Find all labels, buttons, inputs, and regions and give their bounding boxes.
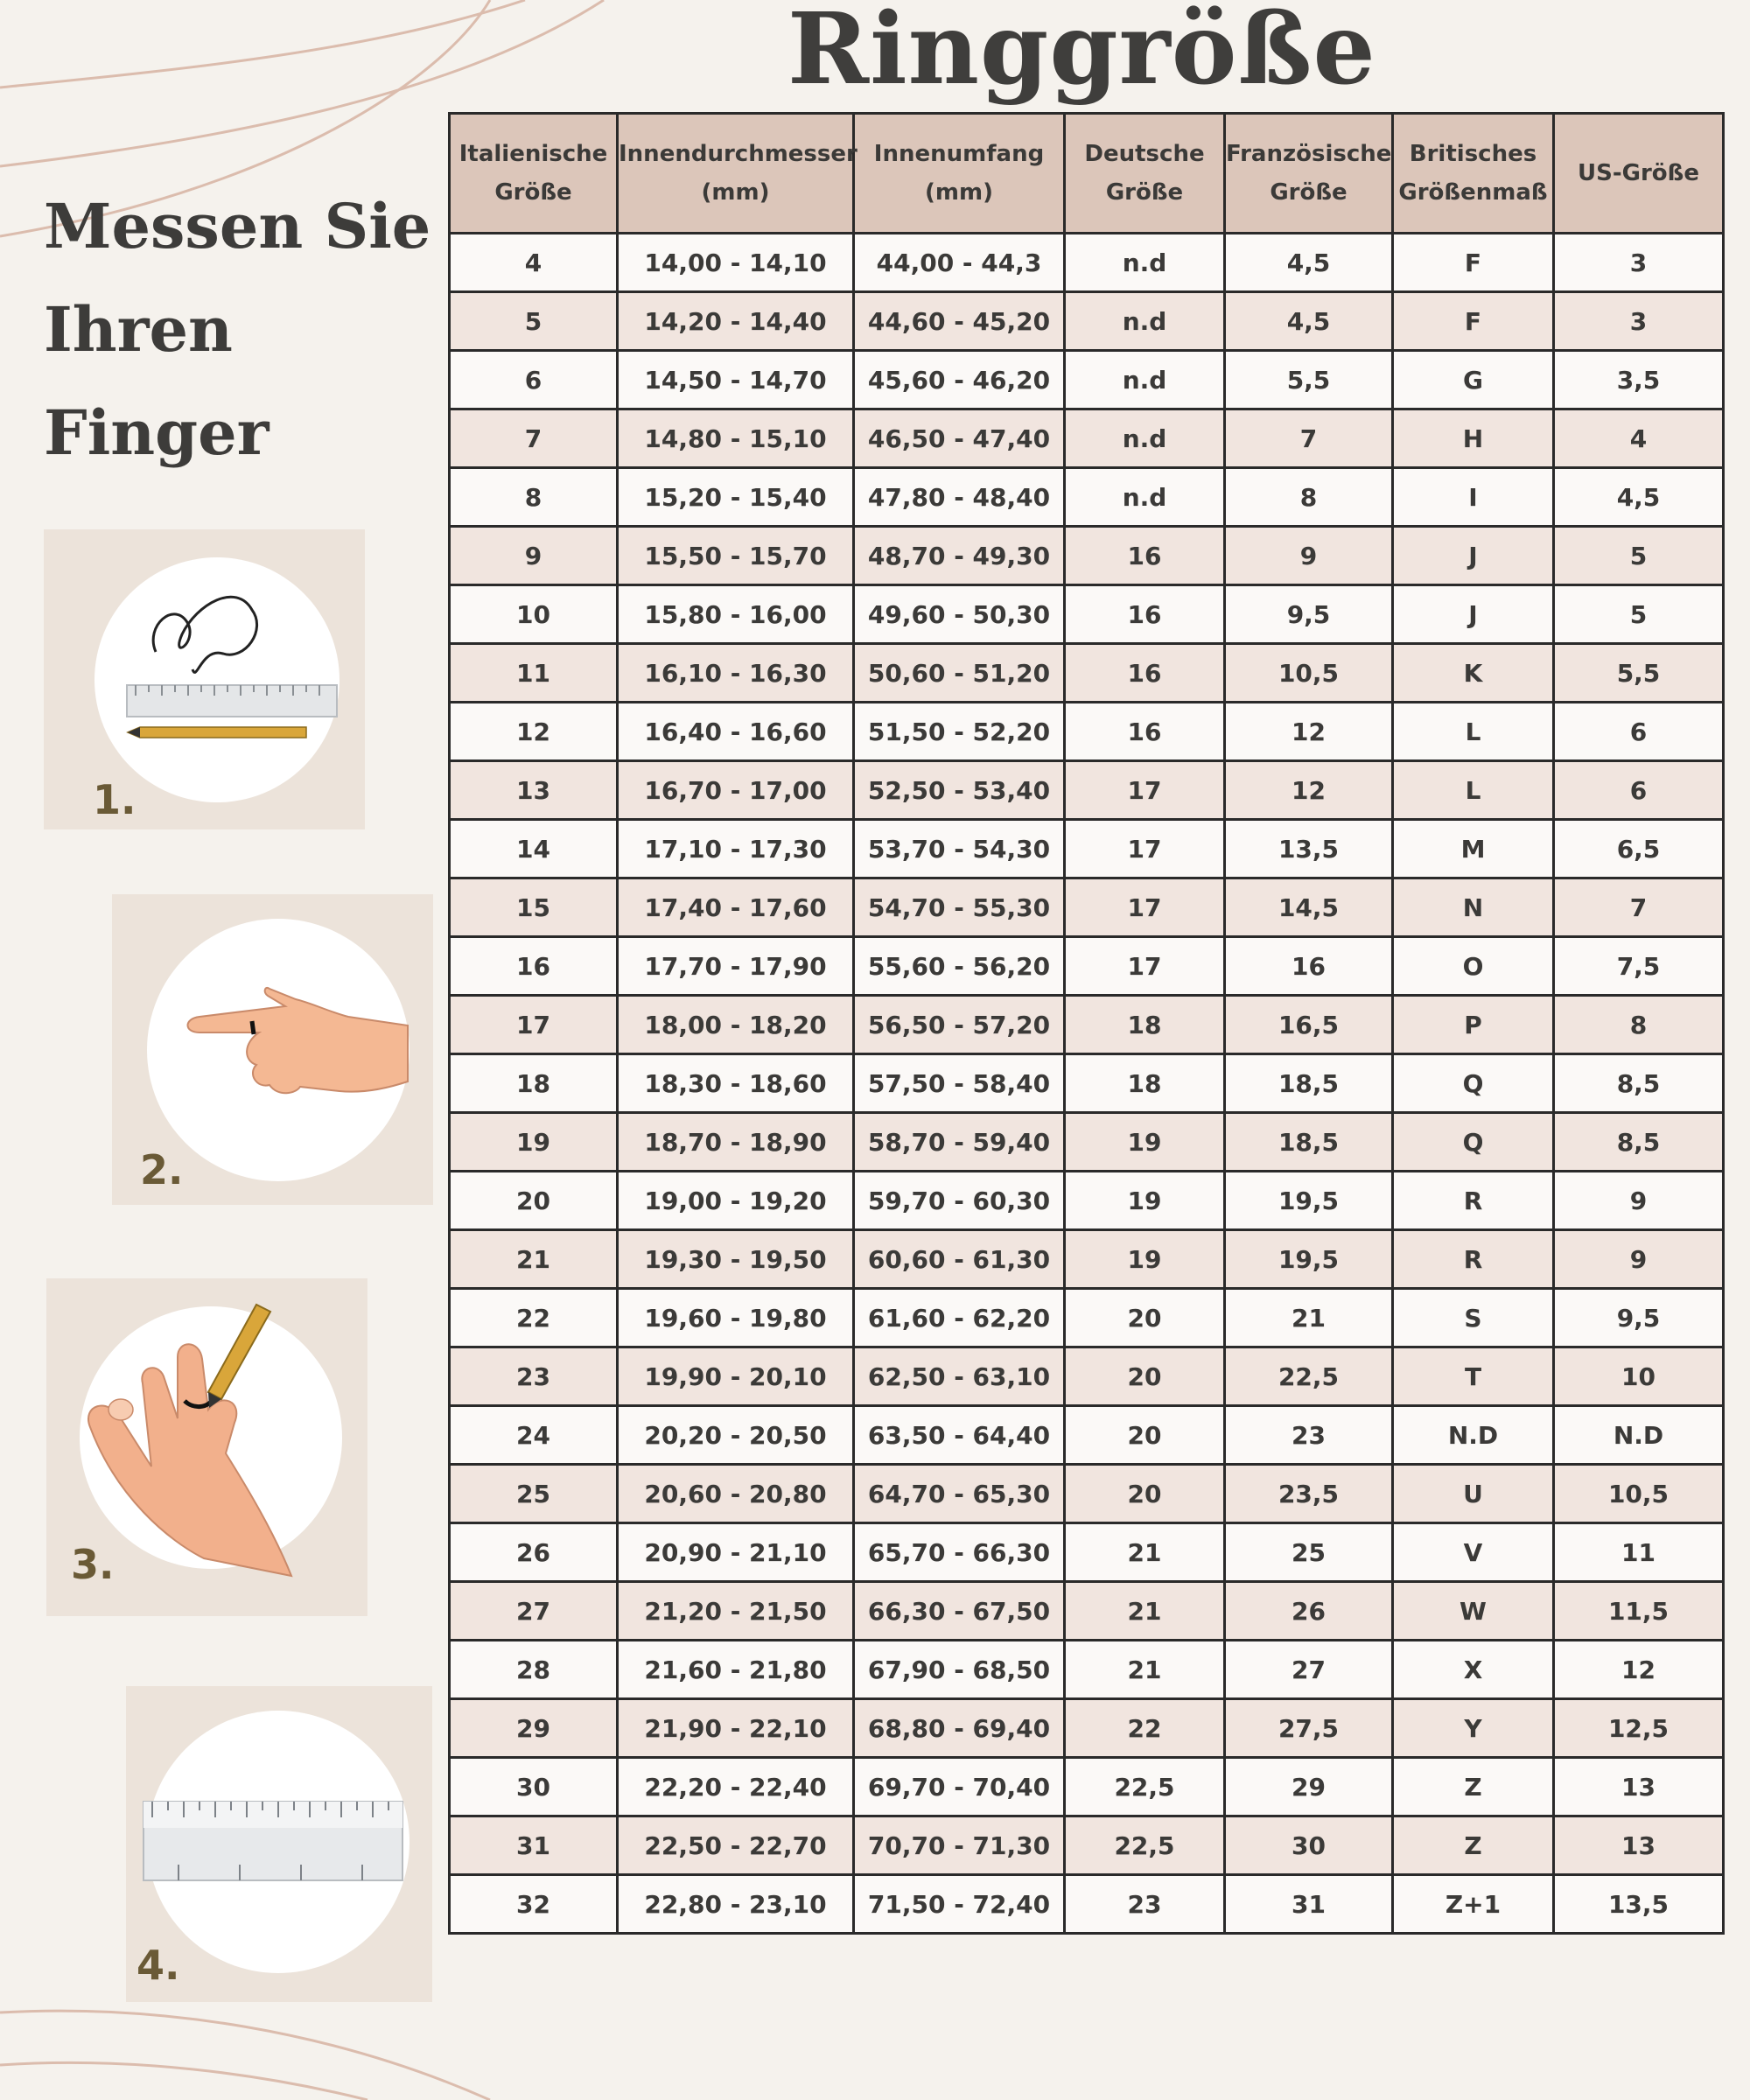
- table-cell: 19,30 - 19,50: [618, 1230, 854, 1289]
- table-cell: 64,70 - 65,30: [854, 1465, 1065, 1523]
- table-cell: 3,5: [1554, 351, 1724, 410]
- table-cell: 9,5: [1554, 1289, 1724, 1348]
- table-row: [450, 1875, 1724, 1934]
- table-row: [450, 1172, 1724, 1230]
- table-cell: 16: [1065, 644, 1225, 703]
- table-cell: 15,50 - 15,70: [618, 527, 854, 585]
- table-cell: 8: [1554, 996, 1724, 1054]
- table-cell: 11: [450, 644, 618, 703]
- table-cell: 29: [1225, 1758, 1393, 1816]
- table-cell: 12,5: [1554, 1699, 1724, 1758]
- table-row: [450, 1289, 1724, 1348]
- table-cell: 13,5: [1225, 820, 1393, 878]
- table-cell: 19: [1065, 1172, 1225, 1230]
- table-cell: 21: [450, 1230, 618, 1289]
- table-cell: 19,5: [1225, 1230, 1393, 1289]
- table-row: [450, 1230, 1724, 1289]
- table-cell: 44,60 - 45,20: [854, 292, 1065, 351]
- table-cell: 53,70 - 54,30: [854, 820, 1065, 878]
- table-cell: 19: [1065, 1113, 1225, 1172]
- table-cell: 52,50 - 53,40: [854, 761, 1065, 820]
- table-row: [450, 761, 1724, 820]
- table-cell: 22,5: [1225, 1348, 1393, 1406]
- table-cell: W: [1393, 1582, 1554, 1641]
- table-row: [450, 644, 1724, 703]
- table-cell: 7: [1225, 410, 1393, 468]
- table-cell: 22: [1065, 1699, 1225, 1758]
- table-cell: 4,5: [1225, 292, 1393, 351]
- table-cell: 60,60 - 61,30: [854, 1230, 1065, 1289]
- table-cell: 14: [450, 820, 618, 878]
- table-cell: 9: [1554, 1172, 1724, 1230]
- table-cell: 10: [1554, 1348, 1724, 1406]
- table-cell: 27: [1225, 1641, 1393, 1699]
- table-cell: 44,00 - 44,3: [854, 234, 1065, 292]
- table-cell: R: [1393, 1172, 1554, 1230]
- table-cell: 19,90 - 20,10: [618, 1348, 854, 1406]
- table-cell: 21: [1065, 1523, 1225, 1582]
- table-cell: 21: [1225, 1289, 1393, 1348]
- table-cell: V: [1393, 1523, 1554, 1582]
- table-cell: 12: [1225, 761, 1393, 820]
- table-row: [450, 410, 1724, 468]
- table-cell: 16,40 - 16,60: [618, 703, 854, 761]
- ring-size-table: [448, 112, 1725, 1935]
- table-cell: X: [1393, 1641, 1554, 1699]
- table-cell: 27,5: [1225, 1699, 1393, 1758]
- step-3-panel: [46, 1278, 368, 1616]
- table-cell: J: [1393, 527, 1554, 585]
- header-text: Französische: [1226, 141, 1392, 167]
- table-cell: 20,20 - 20,50: [618, 1406, 854, 1465]
- table-cell: 22,50 - 22,70: [618, 1816, 854, 1875]
- table-cell: 5: [1554, 585, 1724, 644]
- table-cell: n.d: [1065, 292, 1225, 351]
- table-cell: 16: [1065, 527, 1225, 585]
- table-cell: 10,5: [1554, 1465, 1724, 1523]
- table-cell: 9: [450, 527, 618, 585]
- table-row: [450, 703, 1724, 761]
- table-cell: Z: [1393, 1816, 1554, 1875]
- table-row: [450, 1348, 1724, 1406]
- table-cell: 69,70 - 70,40: [854, 1758, 1065, 1816]
- table-cell: 16,10 - 16,30: [618, 644, 854, 703]
- table-cell: 26: [450, 1523, 618, 1582]
- table-cell: G: [1393, 351, 1554, 410]
- table-cell: 22,5: [1065, 1816, 1225, 1875]
- table-cell: 14,00 - 14,10: [618, 234, 854, 292]
- table-cell: L: [1393, 703, 1554, 761]
- table-cell: K: [1393, 644, 1554, 703]
- table-row: [450, 1113, 1724, 1172]
- table-cell: 17,40 - 17,60: [618, 878, 854, 937]
- header-text: Deutsche: [1084, 141, 1205, 167]
- table-cell: 12: [450, 703, 618, 761]
- header-text: (mm): [701, 179, 770, 206]
- table-row: [450, 820, 1724, 878]
- table-cell: 9,5: [1225, 585, 1393, 644]
- table-cell: 14,20 - 14,40: [618, 292, 854, 351]
- table-cell: 55,60 - 56,20: [854, 937, 1065, 996]
- table-body: [450, 234, 1724, 1934]
- table-cell: 18,5: [1225, 1113, 1393, 1172]
- table-cell: 27: [450, 1582, 618, 1641]
- table-cell: 45,60 - 46,20: [854, 351, 1065, 410]
- table-row: [450, 1641, 1724, 1699]
- table-cell: 9: [1554, 1230, 1724, 1289]
- table-cell: 30: [450, 1758, 618, 1816]
- table-cell: 15: [450, 878, 618, 937]
- step-number: 3.: [71, 1541, 115, 1588]
- table-cell: Z: [1393, 1758, 1554, 1816]
- table-cell: 21: [1065, 1641, 1225, 1699]
- table-row: [450, 1523, 1724, 1582]
- table-cell: 18: [1065, 996, 1225, 1054]
- table-cell: 3: [1554, 292, 1724, 351]
- table-cell: 19: [1065, 1230, 1225, 1289]
- page-title: Ringgröße: [788, 0, 1376, 107]
- table-row: [450, 937, 1724, 996]
- table-cell: 30: [1225, 1816, 1393, 1875]
- table-row: [450, 1582, 1724, 1641]
- table-cell: 19,60 - 19,80: [618, 1289, 854, 1348]
- table-cell: 14,50 - 14,70: [618, 351, 854, 410]
- table-cell: 54,70 - 55,30: [854, 878, 1065, 937]
- table-cell: 22,5: [1065, 1758, 1225, 1816]
- table-row: [450, 585, 1724, 644]
- table-cell: 31: [450, 1816, 618, 1875]
- table-cell: 6: [1554, 761, 1724, 820]
- table-cell: 17: [1065, 761, 1225, 820]
- header-text: US-Größe: [1578, 160, 1699, 186]
- table-cell: 5,5: [1554, 644, 1724, 703]
- table-cell: 68,80 - 69,40: [854, 1699, 1065, 1758]
- table-cell: n.d: [1065, 351, 1225, 410]
- table-cell: 16,5: [1225, 996, 1393, 1054]
- table-cell: 11,5: [1554, 1582, 1724, 1641]
- table-cell: 21,90 - 22,10: [618, 1699, 854, 1758]
- table-row: [450, 1406, 1724, 1465]
- table-cell: 25: [1225, 1523, 1393, 1582]
- header-text: Größenmaß: [1398, 179, 1548, 206]
- step-1-panel: [44, 529, 365, 830]
- measure-heading-line: Messen Sie: [44, 190, 431, 262]
- step-4-panel: [126, 1686, 432, 2002]
- table-cell: 21,60 - 21,80: [618, 1641, 854, 1699]
- header-text: Innenumfang: [873, 141, 1045, 167]
- table-cell: 61,60 - 62,20: [854, 1289, 1065, 1348]
- table-row: [450, 1465, 1724, 1523]
- table-cell: 13: [1554, 1816, 1724, 1875]
- table-cell: 20: [1065, 1465, 1225, 1523]
- table-cell: 3: [1554, 234, 1724, 292]
- table-cell: 20,60 - 20,80: [618, 1465, 854, 1523]
- table-cell: 14,80 - 15,10: [618, 410, 854, 468]
- table-cell: Q: [1393, 1054, 1554, 1113]
- table-cell: 18,5: [1225, 1054, 1393, 1113]
- header-german-size: [1065, 114, 1225, 234]
- table-cell: 10,5: [1225, 644, 1393, 703]
- table-cell: 15,80 - 16,00: [618, 585, 854, 644]
- table-cell: 51,50 - 52,20: [854, 703, 1065, 761]
- table-cell: 8,5: [1554, 1054, 1724, 1113]
- table-row: [450, 468, 1724, 527]
- table-cell: 29: [450, 1699, 618, 1758]
- table-cell: 26: [1225, 1582, 1393, 1641]
- table-cell: 7,5: [1554, 937, 1724, 996]
- table-cell: J: [1393, 585, 1554, 644]
- table-cell: U: [1393, 1465, 1554, 1523]
- table-cell: 10: [450, 585, 618, 644]
- table-cell: 6,5: [1554, 820, 1724, 878]
- table-cell: Z+1: [1393, 1875, 1554, 1934]
- table-cell: 16,70 - 17,00: [618, 761, 854, 820]
- table-cell: 62,50 - 63,10: [854, 1348, 1065, 1406]
- table-cell: 24: [450, 1406, 618, 1465]
- table-cell: 31: [1225, 1875, 1393, 1934]
- table-cell: N.D: [1393, 1406, 1554, 1465]
- header-text: (mm): [925, 179, 993, 206]
- header-inner-circumference: [854, 114, 1065, 234]
- step-number: 1.: [93, 776, 136, 823]
- table-row: [450, 1699, 1724, 1758]
- table-cell: 6: [450, 351, 618, 410]
- table-cell: 21,20 - 21,50: [618, 1582, 854, 1641]
- table-cell: 28: [450, 1641, 618, 1699]
- step-number: 2.: [140, 1146, 184, 1194]
- table-cell: 22,20 - 22,40: [618, 1758, 854, 1816]
- table-cell: 18: [450, 1054, 618, 1113]
- table-cell: 17: [450, 996, 618, 1054]
- table-cell: 18: [1065, 1054, 1225, 1113]
- table-cell: 20: [450, 1172, 618, 1230]
- table-cell: 5: [1554, 527, 1724, 585]
- table-row: [450, 878, 1724, 937]
- table-cell: 58,70 - 59,40: [854, 1113, 1065, 1172]
- table-cell: 49,60 - 50,30: [854, 585, 1065, 644]
- table-cell: 5: [450, 292, 618, 351]
- table-cell: 6: [1554, 703, 1724, 761]
- table-cell: M: [1393, 820, 1554, 878]
- header-inner-diameter: [618, 114, 858, 234]
- table-cell: 18,00 - 18,20: [618, 996, 854, 1054]
- header-us-size: [1554, 114, 1724, 234]
- table-cell: 12: [1554, 1641, 1724, 1699]
- table-cell: 56,50 - 57,20: [854, 996, 1065, 1054]
- table-row: [450, 1758, 1724, 1816]
- header-text: Innendurchmesser: [619, 141, 858, 167]
- table-cell: 23: [1225, 1406, 1393, 1465]
- table-cell: 16: [1065, 585, 1225, 644]
- table-cell: 13,5: [1554, 1875, 1724, 1934]
- table-cell: F: [1393, 292, 1554, 351]
- table-row: [450, 234, 1724, 292]
- table-cell: 4,5: [1554, 468, 1724, 527]
- table-cell: 17: [1065, 937, 1225, 996]
- table-cell: S: [1393, 1289, 1554, 1348]
- table-header-row: [450, 114, 1724, 234]
- table-cell: 66,30 - 67,50: [854, 1582, 1065, 1641]
- measure-heading-line: Ihren: [44, 293, 233, 366]
- table-cell: 8,5: [1554, 1113, 1724, 1172]
- table-row: [450, 1054, 1724, 1113]
- step-2-panel: [112, 894, 433, 1205]
- table-cell: 50,60 - 51,20: [854, 644, 1065, 703]
- header-text: Britisches: [1409, 141, 1537, 167]
- table-cell: 16: [1065, 703, 1225, 761]
- table-cell: 57,50 - 58,40: [854, 1054, 1065, 1113]
- table-cell: 19: [450, 1113, 618, 1172]
- header-text: Italienische: [458, 141, 608, 167]
- table-cell: 22,80 - 23,10: [618, 1875, 854, 1934]
- table-cell: 8: [1225, 468, 1393, 527]
- table-cell: 71,50 - 72,40: [854, 1875, 1065, 1934]
- table-cell: 5,5: [1225, 351, 1393, 410]
- table-cell: 4: [1554, 410, 1724, 468]
- header-italian-size: [450, 114, 618, 234]
- table-row: [450, 292, 1724, 351]
- table-cell: T: [1393, 1348, 1554, 1406]
- measure-heading-line: Finger: [44, 396, 270, 469]
- table-cell: 47,80 - 48,40: [854, 468, 1065, 527]
- table-cell: R: [1393, 1230, 1554, 1289]
- table-row: [450, 996, 1724, 1054]
- table-cell: N: [1393, 878, 1554, 937]
- table-cell: 46,50 - 47,40: [854, 410, 1065, 468]
- table-cell: 7: [450, 410, 618, 468]
- table-cell: 4: [450, 234, 618, 292]
- table-cell: 23: [1065, 1875, 1225, 1934]
- table-cell: n.d: [1065, 468, 1225, 527]
- header-text: Größe: [1105, 179, 1184, 206]
- table-cell: 19,5: [1225, 1172, 1393, 1230]
- table-cell: 11: [1554, 1523, 1724, 1582]
- table-cell: 20,90 - 21,10: [618, 1523, 854, 1582]
- header-british-size: [1393, 114, 1554, 234]
- table-cell: 21: [1065, 1582, 1225, 1641]
- table-cell: 18,30 - 18,60: [618, 1054, 854, 1113]
- table-cell: 32: [450, 1875, 618, 1934]
- table-cell: 67,90 - 68,50: [854, 1641, 1065, 1699]
- table-cell: n.d: [1065, 410, 1225, 468]
- table-cell: 65,70 - 66,30: [854, 1523, 1065, 1582]
- table-cell: F: [1393, 234, 1554, 292]
- table-cell: 12: [1225, 703, 1393, 761]
- table-cell: 8: [450, 468, 618, 527]
- header-text: Größe: [1270, 179, 1348, 206]
- table-cell: 25: [450, 1465, 618, 1523]
- table-cell: Q: [1393, 1113, 1554, 1172]
- measure-heading: [44, 175, 446, 485]
- table-cell: P: [1393, 996, 1554, 1054]
- table-cell: 18,70 - 18,90: [618, 1113, 854, 1172]
- table-cell: 17: [1065, 820, 1225, 878]
- table-cell: 17,10 - 17,30: [618, 820, 854, 878]
- table-cell: 48,70 - 49,30: [854, 527, 1065, 585]
- header-french-size: [1225, 114, 1393, 234]
- table-cell: L: [1393, 761, 1554, 820]
- table-cell: 23: [450, 1348, 618, 1406]
- table-cell: 13: [450, 761, 618, 820]
- table-cell: 20: [1065, 1348, 1225, 1406]
- table-cell: 16: [1225, 937, 1393, 996]
- step-number: 4.: [136, 1942, 180, 1989]
- table-cell: H: [1393, 410, 1554, 468]
- table-cell: 14,5: [1225, 878, 1393, 937]
- table-cell: 70,70 - 71,30: [854, 1816, 1065, 1875]
- table-row: [450, 527, 1724, 585]
- table-cell: 22: [450, 1289, 618, 1348]
- table-cell: 13: [1554, 1758, 1724, 1816]
- table-cell: 23,5: [1225, 1465, 1393, 1523]
- table-cell: 17,70 - 17,90: [618, 937, 854, 996]
- table-cell: n.d: [1065, 234, 1225, 292]
- table-cell: 17: [1065, 878, 1225, 937]
- table-cell: O: [1393, 937, 1554, 996]
- table-cell: 20: [1065, 1289, 1225, 1348]
- table-cell: N.D: [1554, 1406, 1724, 1465]
- table-row: [450, 1816, 1724, 1875]
- table-cell: 63,50 - 64,40: [854, 1406, 1065, 1465]
- table-row: [450, 351, 1724, 410]
- table-cell: 20: [1065, 1406, 1225, 1465]
- table-cell: 19,00 - 19,20: [618, 1172, 854, 1230]
- table-cell: 59,70 - 60,30: [854, 1172, 1065, 1230]
- table-cell: 16: [450, 937, 618, 996]
- header-text: Größe: [494, 179, 572, 206]
- table-cell: 4,5: [1225, 234, 1393, 292]
- table-cell: 15,20 - 15,40: [618, 468, 854, 527]
- table-cell: I: [1393, 468, 1554, 527]
- table-cell: Y: [1393, 1699, 1554, 1758]
- table-cell: 9: [1225, 527, 1393, 585]
- table-cell: 7: [1554, 878, 1724, 937]
